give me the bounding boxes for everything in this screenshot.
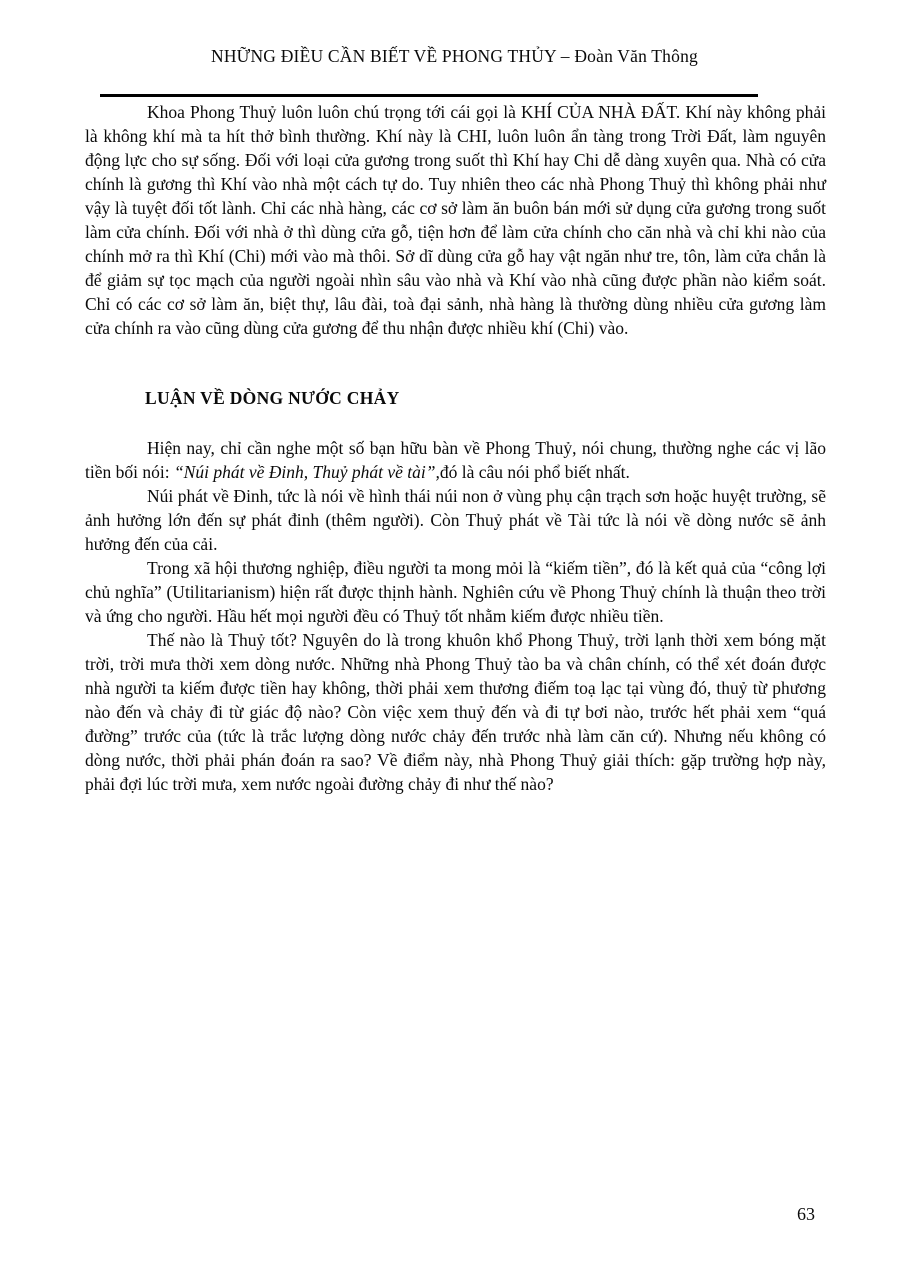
paragraph-the-nao-la-thuy-tot: Thế nào là Thuỷ tốt? Nguyên do là trong khuôn khổ Phong Thuỷ, trời lạnh thời xem bóng mặt trời, trời mưa thời xem dòng nước. Những nhà Phong Thuỷ tào ba và chân chính, có thể xét đoán được nhà người ta kiếm được tiền hay không, thời phải xem thương điếm toạ lạc tại vùng đó, thuỷ từ phương nào đến và chảy đi từ giác độ nào? Còn việc xem thuỷ đến và đi tự bơi nào, trước hết phải xem “quá đường” trước của (tức là trắc lượng dòng nước chảy đến trước nhà làm căn cứ). Nhưng nếu không có dòng nước, thời phải phán đoán ra sao? Về điểm này, nhà Phong Thuỷ giải thích: gặp trường hợp này, phải đợi lúc trời mưa, xem nước ngoài đường chảy đi như thế nào? (85, 630, 826, 794)
paragraph-nui-phat-ve-dinh: Núi phát về Đinh, tức là nói về hình thái núi non ở vùng phụ cận trạch sơn hoặc huyệt trường, sẽ ảnh hưởng lớn đến sự phát đinh (thêm người). Còn Thuỷ phát về Tài tức là nói về dòng nước sẽ ảnh hưởng đến của cải. (85, 486, 826, 554)
paragraph-hien-nay-lead: Hiện nay, chỉ cần nghe một số bạn hữu bàn về Phong Thuỷ, nói chung, thường nghe các vị lão tiền bối nói: (85, 438, 826, 482)
paragraph-hien-nay-tail: đó là câu nói phổ biết nhất. (439, 462, 630, 482)
section-heading-luan-ve-dong-nuoc-chay: LUẬN VỀ DÒNG NƯỚC CHẢY (145, 388, 400, 408)
header-divider-rule (100, 94, 758, 97)
proverb-quote-italic: “Núi phát về Đinh, Thuỷ phát về tài”, (173, 462, 440, 482)
paragraph-hien-nay (85, 436, 826, 484)
document-body (85, 100, 826, 796)
paragraph-trong-xa-hoi: Trong xã hội thương nghiệp, điều người ta mong mỏi là “kiếm tiền”, đó là kết quả của “công lợi chủ nghĩa” (Utilitarianism) hiện rất được thịnh hành. Nghiên cứu về Phong Thuỷ chính là thuận theo trời và ứng cho người. Hầu hết mọi người đều có Thuỷ tốt nhằm kiếm được nhiều tiền. (85, 558, 826, 626)
paragraph-khi-cua-nha-dat: Khoa Phong Thuỷ luôn luôn chú trọng tới cái gọi là KHÍ CỦA NHÀ ĐẤT. Khí này không phải là không khí mà ta hít thở bình thường. Khí này là CHI, luôn luôn ẩn tàng trong Trời Đất, làm nguyên động lực cho sự sống. Đối với loại cửa gương trong suốt thì Khí hay Chi dễ dàng xuyên qua. Nhà có cửa chính là gương thì Khí vào nhà một cách tự do. Tuy nhiên theo các nhà Phong Thuỷ thì không phải như vậy là tuyệt đối tốt lành. Chỉ các nhà hàng, các cơ sở làm ăn buôn bán mới sử dụng cửa gương trong suốt làm cửa chính. Đối với nhà ở thì dùng cửa gỗ, tiện hơn để làm cửa chính cho căn nhà và chỉ khi nào của chính mở ra thì Khí (Chi) mới vào mà thôi. Sở dĩ dùng cửa gỗ hay vật ngăn như tre, tôn, làm cửa chắn là để giảm sự tọc mạch của người ngoài nhìn sâu vào nhà và Khí vào nhà cũng được phần nào kiểm soát. Chỉ có các cơ sở làm ăn, biệt thự, lâu đài, toà đại sảnh, nhà hàng là thường dùng nhiều cửa gương làm cửa chính ra vào cũng dùng cửa gương để thu nhận được nhiều khí (Chi) vào. (85, 102, 826, 338)
page-number: 63 (797, 1204, 815, 1224)
page-header-title: NHỮNG ĐIỀU CẦN BIẾT VỀ PHONG THỦY – Đoàn Văn Thông (211, 46, 698, 66)
